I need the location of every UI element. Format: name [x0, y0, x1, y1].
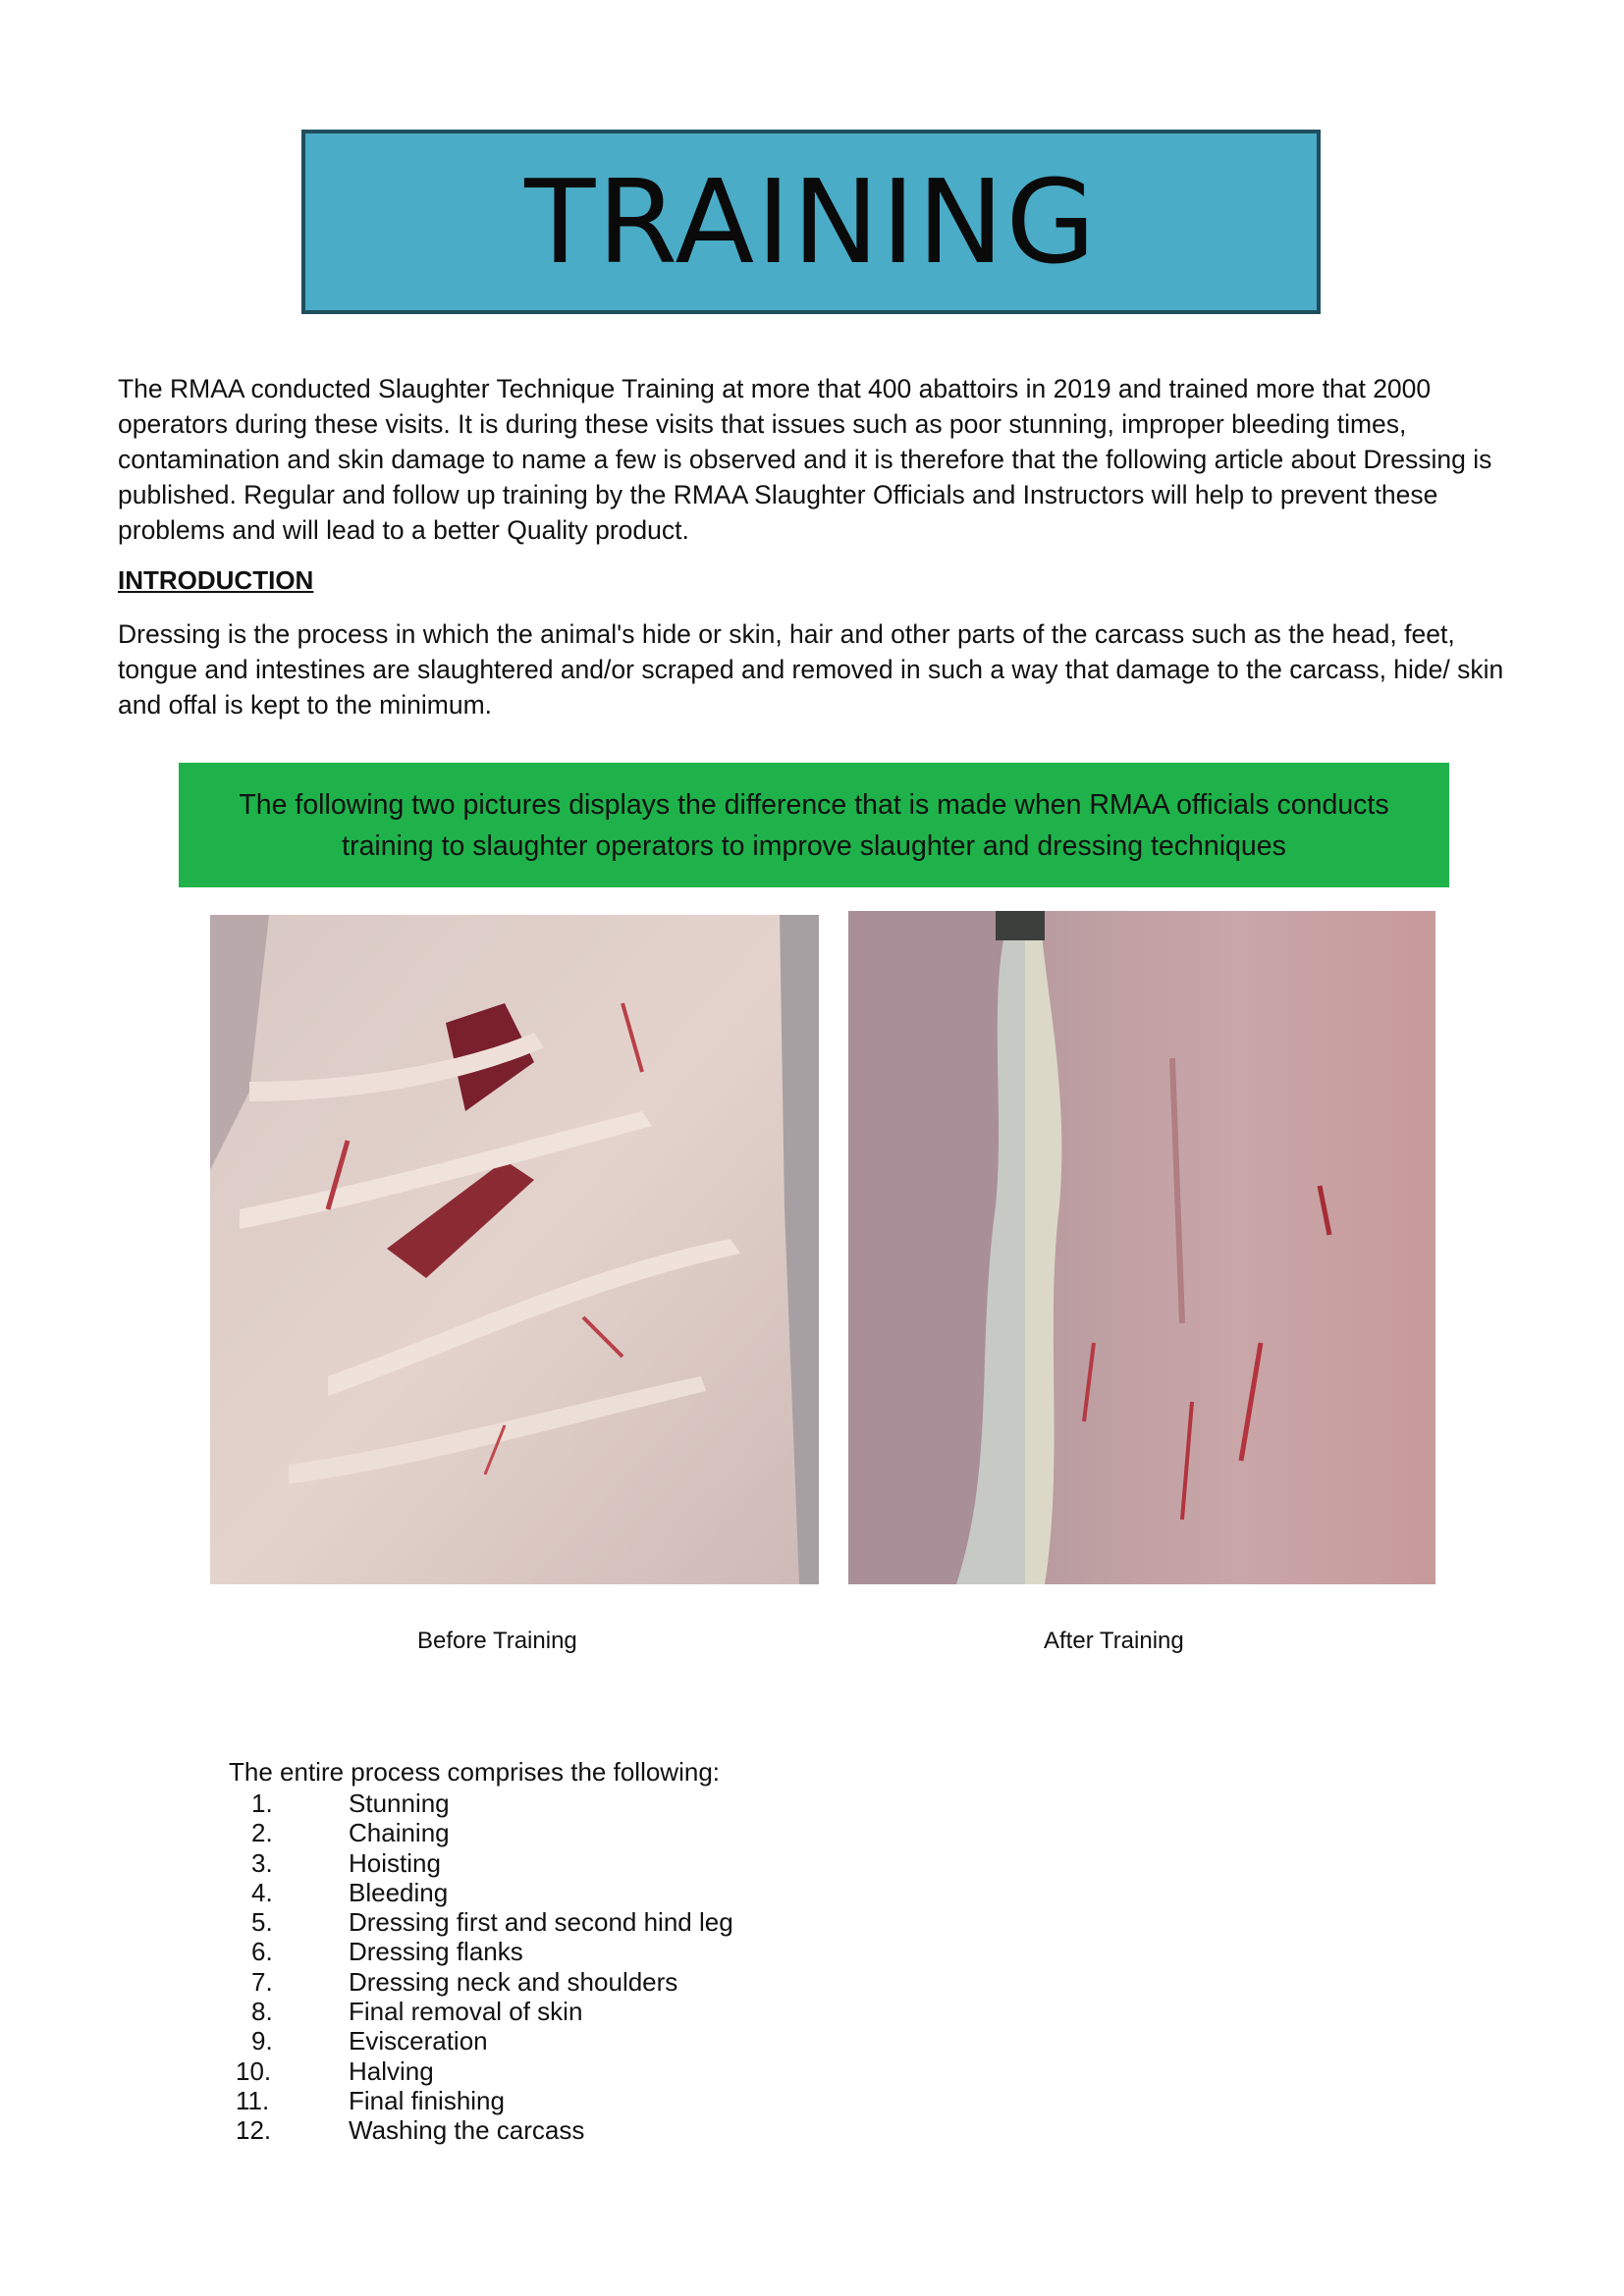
after-training-caption: After Training: [1044, 1628, 1184, 1654]
list-item: 10. Halving: [236, 2056, 434, 2086]
list-item: 1. Stunning: [251, 1789, 450, 1818]
list-item: 7. Dressing neck and shoulders: [251, 1966, 678, 1997]
list-item: 12. Washing the carcass: [236, 2115, 585, 2146]
list-item: 9. Evisceration: [251, 2026, 488, 2056]
after-training-photo: [848, 911, 1435, 1584]
list-item: 4. Bleeding: [251, 1877, 449, 1907]
callout-text: The following two pictures displays the difference that is made when RMAA officials conducts training to slaughter operators to improve slaughter and dressing techniques: [239, 788, 1389, 862]
introduction-heading: INTRODUCTION: [118, 565, 314, 595]
list-item: 6. Dressing flanks: [251, 1937, 523, 1967]
before-training-caption: Before Training: [417, 1628, 577, 1654]
process-list-intro: The entire process comprises the following:: [229, 1757, 721, 1787]
list-item: 5. Dressing first and second hind leg: [251, 1907, 733, 1938]
list-item: 8. Final removal of skin: [251, 1997, 583, 2027]
process-steps-list: [236, 1789, 733, 2146]
list-item: 3. Hoisting: [251, 1847, 441, 1878]
definition-paragraph: Dressing is the process in which the animal's hide or skin, hair and other parts of the carcass such as the head, feet, tongue and intestines are slaughtered and/or scraped and removed in such a way that damage to the carcass, hide/ skin and offal is kept to the minimum.: [118, 619, 1504, 720]
list-item: 2. Chaining: [251, 1818, 450, 1848]
before-training-photo: [210, 915, 819, 1584]
title-banner: [301, 130, 1321, 314]
list-item: 11. Final finishing: [236, 2085, 505, 2115]
intro-paragraph: The RMAA conducted Slaughter Technique Training at more that 400 abattoirs in 2019 and trained more that 2000 operators during these visits. It is during these visits that issues such as poor stunning, improper bleeding times, contamination and skin damage to name a few is observed and it is therefore that the following article about Dressing is published. Regular and follow up training by the RMAA Slaughter Officials and Instructors will help to prevent these problems and will lead to a better Quality product.: [118, 374, 1492, 545]
callout-box: [179, 763, 1449, 887]
page-title: TRAINING: [524, 154, 1098, 290]
